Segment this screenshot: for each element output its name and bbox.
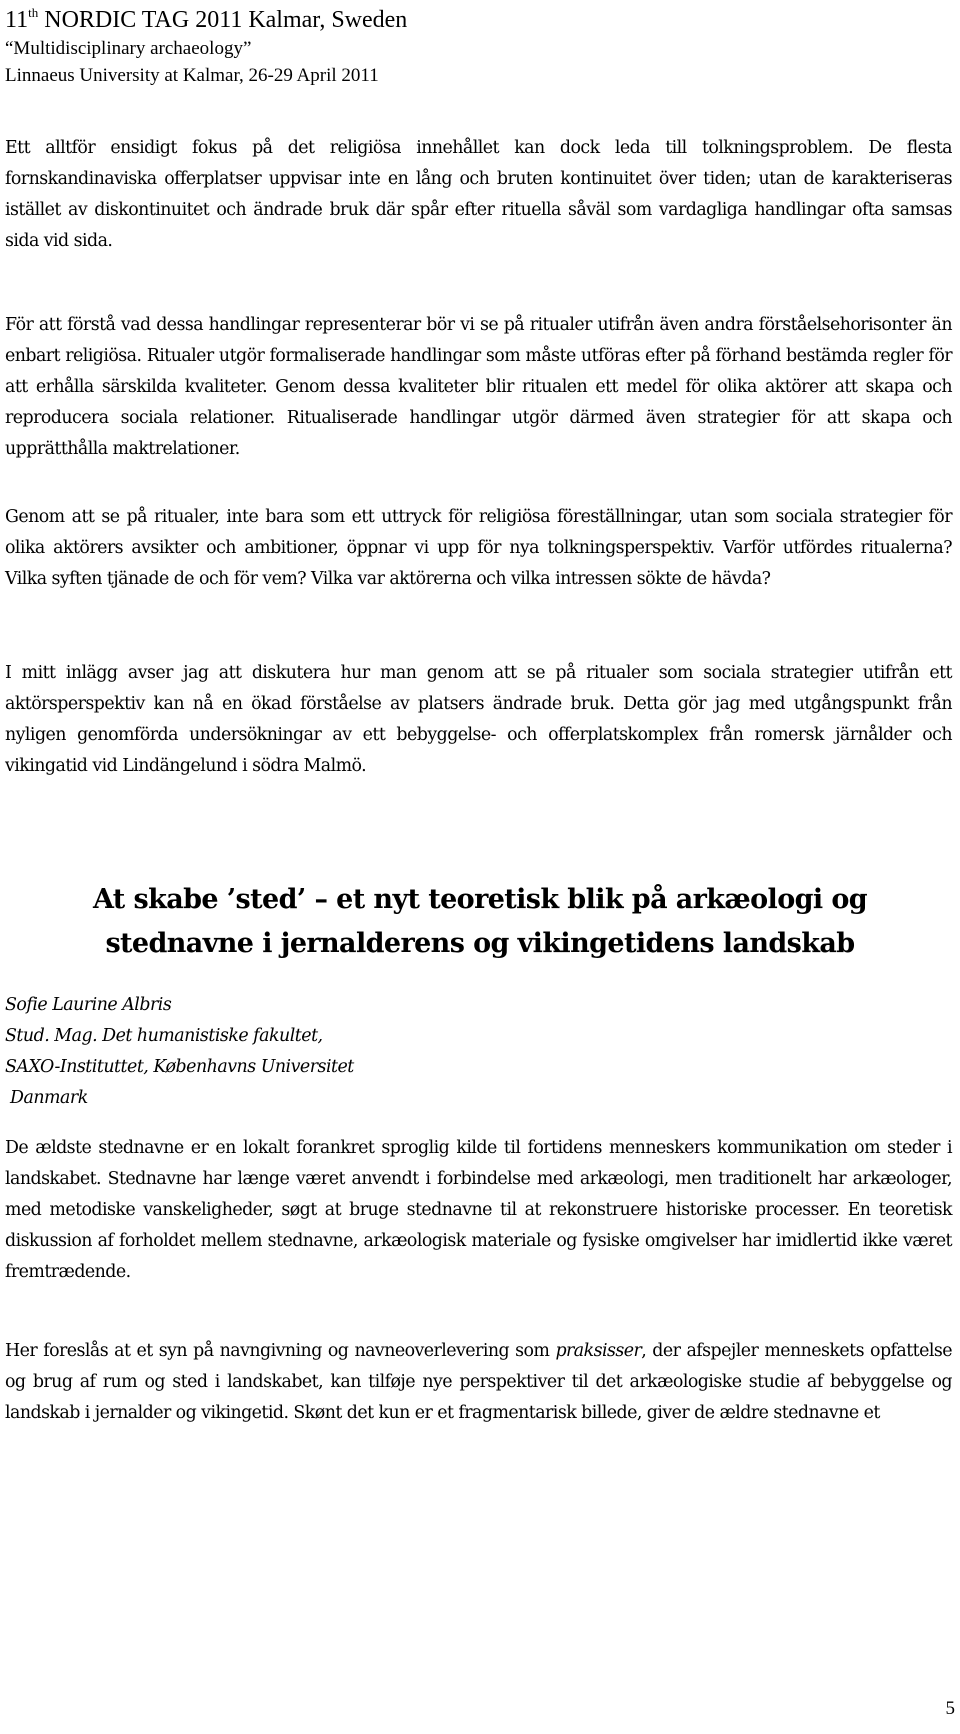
- conference-title: [5, 5, 407, 35]
- paragraph-6-emphasis: praksisser: [555, 1341, 642, 1361]
- conference-name: NORDIC TAG 2011 Kalmar, Sweden: [38, 7, 408, 33]
- conference-header: [5, 5, 407, 89]
- edition-number: 11: [5, 7, 29, 33]
- paragraph-3: Genom att se på ritualer, inte bara som ett uttryck för religiösa föreställningar, utan som sociala strategier för olika aktörers avsikter och ambitioner, öppnar vi upp för nya tolkningsperspektiv. Varför utfördes ritualerna? Vilka syften tjänade de och för vem? Vilka var aktörerna och vilka intressen sökte de hävda?: [5, 507, 952, 589]
- paragraph-6-text-before: Her foreslås at et syn på navngivning og navneoverlevering som: [5, 1341, 556, 1361]
- conference-theme: “Multidisciplinary archaeology”: [5, 38, 252, 59]
- paragraph-6: [5, 1336, 952, 1429]
- author-institution: SAXO-Instituttet, Københavns Universitet: [5, 1057, 354, 1077]
- article-title-line-1: At skabe ’sted’ – et nyt teoretisk blik på arkæologi og: [92, 884, 868, 915]
- article-title-line-2: stednavne i jernalderens og vikingetidens landskab: [105, 928, 855, 959]
- page-number: 5: [945, 1698, 955, 1719]
- author-name: Sofie Laurine Albris: [5, 995, 172, 1015]
- paragraph-6-text-after: , der afspejler menneskets opfattelse og brug af rum og sted i landskabet, kan tilføje nye perspektiver til det arkæologiske studie af bebyggelse og landskab i jernalder og vikingetid. Skønt det kun er et fragmentarisk billede, giver de ældre stednavne et: [5, 1341, 952, 1423]
- paragraph-2: För att förstå vad dessa handlingar representerar bör vi se på ritualer utifrån även andra förståelsehorisonter än enbart religiösa. Ritualer utgör formaliserade handlingar som måste utföras efter på förhand bestämda regler för att erhålla särskilda kvaliteter. Genom dessa kvaliteter blir ritualen ett medel för olika aktörer att skapa och reproducera sociala relationer. Ritualiserade handlingar utgör därmed även strategier för att skapa och upprätthålla maktrelationer.: [5, 315, 952, 459]
- article-title: [0, 878, 960, 966]
- conference-venue: Linnaeus University at Kalmar, 26-29 April 2011: [5, 65, 379, 86]
- author-block: [5, 990, 354, 1114]
- paragraph-5: De ældste stednavne er en lokalt forankret sproglig kilde til fortidens menneskers kommunikation om steder i landskabet. Stednavne har længe været anvendt i forbindelse med arkæologi, men traditionelt har arkæologer, med metodiske vanskeligheder, søgt at bruge stednavne til at rekonstruere historiske processer. En teoretisk diskussion af forholdet mellem stednavne, arkæologisk materiale og fysiske omgivelser har imidlertid ikke været fremtrædende.: [5, 1138, 952, 1282]
- edition-suffix: th: [28, 5, 39, 20]
- author-country: Danmark: [5, 1088, 88, 1108]
- paragraph-1: Ett alltför ensidigt fokus på det religiösa innehållet kan dock leda till tolkningsproblem. De flesta fornskandinaviska offerplatser uppvisar inte en lång och bruten kontinuitet över tiden; utan de karakteriseras istället av diskontinuitet och ändrade bruk där spår efter rituella såväl som vardagliga handlingar ofta samsas sida vid sida.: [5, 138, 952, 251]
- paragraph-4: I mitt inlägg avser jag att diskutera hur man genom att se på ritualer som sociala strategier utifrån ett aktörsperspektiv kan nå en ökad förståelse av platsers ändrade bruk. Detta gör jag med utgångspunkt från nyligen genomförda undersökningar av ett bebyggelse- och offerplatskomplex från romersk järnålder och vikingatid vid Lindängelund i södra Malmö.: [5, 663, 952, 776]
- author-title: Stud. Mag. Det humanistiske fakultet,: [5, 1026, 323, 1046]
